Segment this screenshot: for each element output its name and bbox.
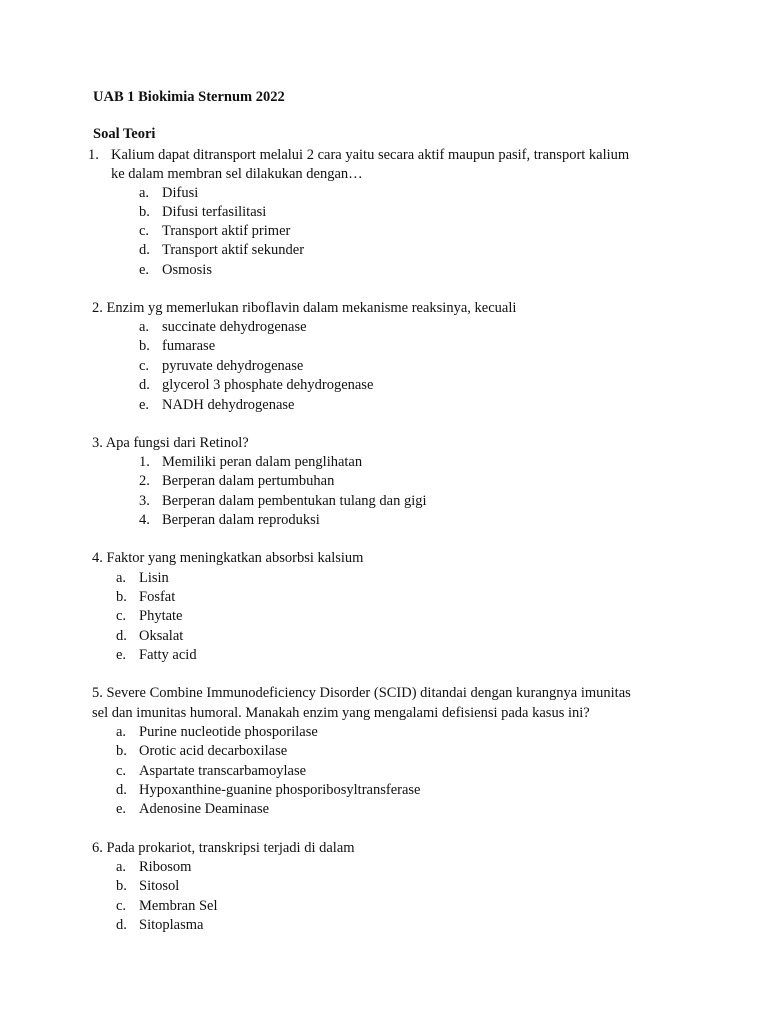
option-text: fumarase [162,338,216,354]
option-text: Sitoplasma [139,917,204,933]
option-marker: c. [116,898,127,914]
option-text: Difusi [162,185,199,201]
option-marker: d. [139,242,150,258]
question-text-line: Kalium dapat ditransport melalui 2 cara yaitu secara aktif maupun pasif, transport kalium [111,147,630,163]
question-text-line: 5. Severe Combine Immunodeficiency Disorder (SCID) ditandai dengan kurangnya imunitas [92,685,631,701]
question-number: 1. [88,147,99,163]
document-title: UAB 1 Biokimia Sternum 2022 [93,89,285,105]
option-text: Oksalat [139,628,184,644]
option-text: Hypoxanthine-guanine phosporibosyltransferase [139,782,421,798]
option-text: Aspartate transcarbamoylase [139,763,307,779]
option-text: Berperan dalam pertumbuhan [162,473,335,489]
option-text: Membran Sel [139,898,218,914]
option-marker: b. [139,204,150,220]
option-marker: e. [116,647,127,663]
option-text: Ribosom [139,859,192,875]
option-text: Memiliki peran dalam penglihatan [162,454,363,470]
option-marker: a. [139,319,150,335]
option-marker: e. [139,397,150,413]
option-marker: d. [116,917,127,933]
question-text-line: ke dalam membran sel dilakukan dengan… [111,166,363,182]
question-text-line: 6. Pada prokariot, transkripsi terjadi di dalam [92,840,355,856]
option-marker: c. [116,763,127,779]
option-marker: b. [116,743,127,759]
question-text-line: 2. Enzim yg memerlukan riboflavin dalam mekanisme reaksinya, kecuali [92,300,517,316]
option-text: Adenosine Deaminase [139,801,270,817]
option-text: Transport aktif primer [162,223,291,239]
option-marker: a. [116,570,127,586]
question-text-line: 4. Faktor yang meningkatkan absorbsi kalsium [92,550,364,566]
option-text: Fosfat [139,589,176,605]
option-text: Lisin [139,570,169,586]
option-text: Osmosis [162,262,212,278]
option-marker: a. [139,185,150,201]
option-text: Difusi terfasilitasi [162,204,267,220]
option-text: Berperan dalam reproduksi [162,512,320,528]
option-marker: 2. [139,473,150,489]
option-text: succinate dehydrogenase [162,319,307,335]
option-marker: 3. [139,493,150,509]
option-text: Orotic acid decarboxilase [139,743,288,759]
option-marker: a. [116,724,127,740]
option-marker: a. [116,859,127,875]
option-text: Phytate [139,608,183,624]
option-text: Berperan dalam pembentukan tulang dan gigi [162,493,427,509]
option-marker: b. [116,589,127,605]
option-marker: d. [116,782,127,798]
option-text: Sitosol [139,878,180,894]
option-text: glycerol 3 phosphate dehydrogenase [162,377,374,393]
option-marker: b. [116,878,127,894]
option-text: Transport aktif sekunder [162,242,305,258]
option-marker: c. [139,358,150,374]
option-text: NADH dehydrogenase [162,397,295,413]
option-marker: 1. [139,454,150,470]
section-heading: Soal Teori [93,126,156,142]
option-marker: d. [139,377,150,393]
question-text-line: 3. Apa fungsi dari Retinol? [92,435,249,451]
option-marker: c. [139,223,150,239]
option-marker: 4. [139,512,150,528]
option-marker: e. [116,801,127,817]
option-marker: e. [139,262,150,278]
option-marker: b. [139,338,150,354]
option-marker: c. [116,608,127,624]
option-text: Purine nucleotide phosporilase [139,724,318,740]
question-text-line: sel dan imunitas humoral. Manakah enzim yang mengalami defisiensi pada kasus ini? [92,705,590,721]
option-text: pyruvate dehydrogenase [162,358,304,374]
option-marker: d. [116,628,127,644]
option-text: Fatty acid [139,647,197,663]
